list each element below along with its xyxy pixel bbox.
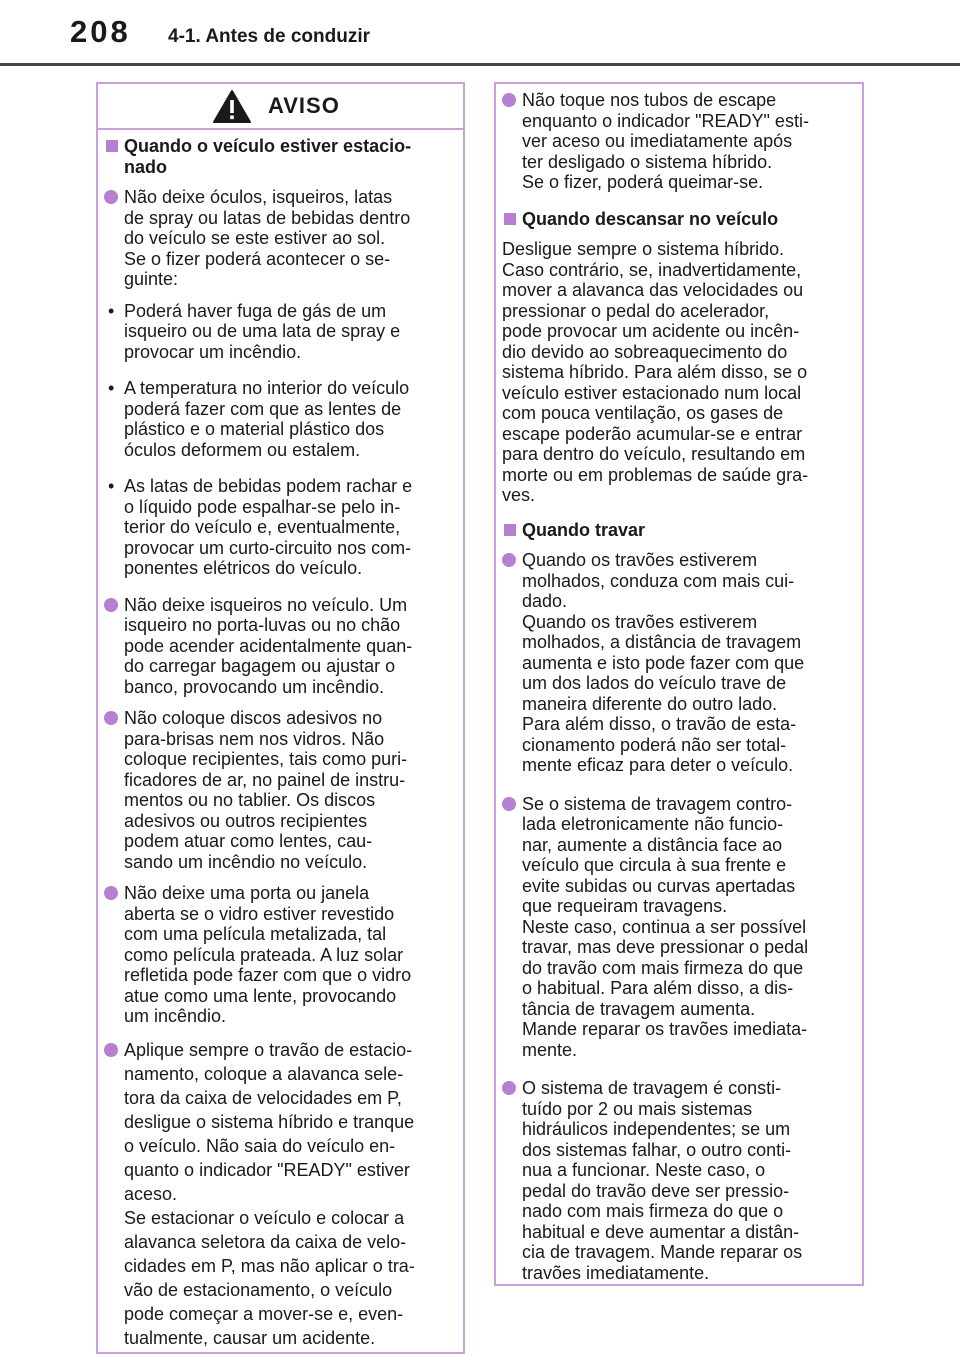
warning-box-left (96, 82, 465, 1354)
circle-bullet-icon (502, 1081, 516, 1095)
list-item (502, 90, 858, 193)
warning-header (98, 84, 463, 130)
circle-bullet-icon (104, 711, 118, 725)
sub-list-item (104, 378, 459, 460)
list-item (502, 794, 858, 1061)
dot-bullet-icon: • (108, 378, 115, 398)
list-item (502, 1078, 858, 1283)
header-rule (0, 63, 960, 66)
warning-label: AVISO (268, 93, 340, 118)
item-text: Não deixe óculos, isqueiros, latas de spray ou latas de bebidas dentro do veículo se este estiver ao sol. Se o fizer poderá acontecer o se- guinte: (124, 187, 411, 289)
warning-content-right (502, 90, 858, 1294)
section-heading (502, 520, 858, 541)
item-text: Se o sistema de travagem contro- lada eletronicamente não funcio- nar, aumente a distância face ao veículo que circula à sua frente e evite subidas ou curvas apertadas que requeiram travagens. Neste caso, continua a ser possível travar, mas deve pressionar o pedal do travão com mais firmeza do que o habitual. Para além disso, a dis- tância de travagem aumenta. Mande reparar os travões imediata- mente. (522, 793, 809, 1060)
circle-bullet-icon (502, 797, 516, 811)
item-text: Quando os travões estiverem molhados, conduza com mais cui- dado. Quando os travões estiverem molhados, a distância de travagem aumenta e isto pode fazer com que um dos lados do veículo trave de maneira diferente do outro lado. Para além disso, o travão de esta- cionamento poderá não ser total- mente eficaz para deter o veículo. (522, 550, 805, 775)
sub-list-item (104, 476, 459, 579)
square-bullet-icon (504, 524, 516, 536)
sub-list-item (104, 301, 459, 363)
section-heading (104, 136, 459, 177)
warning-triangle-icon (212, 89, 252, 124)
page-number: 208 (70, 14, 131, 49)
item-text: Aplique sempre o travão de estacio- namento, coloque a alavanca sele- tora da caixa de velocidades em P, desligue o sistema híbrido e tranque o veículo. Não saia do veículo en- quanto o indicador "READY" estiver aceso. Se estacionar o veículo e colocar a alavanca seletora da caixa de velo- cidades em P, mas não aplicar o tra- vão de estacionamento, o veículo pode começar a mover-se e, even- tualmente, causar um acidente. (124, 1039, 415, 1348)
circle-bullet-icon (104, 598, 118, 612)
dot-bullet-icon: • (108, 476, 115, 496)
circle-bullet-icon (502, 553, 516, 567)
square-bullet-icon (106, 140, 118, 152)
circle-bullet-icon (104, 190, 118, 204)
heading-text: Quando descansar no veículo (522, 208, 779, 229)
item-text: O sistema de travagem é consti- tuído por 2 ou mais sistemas hidráulicos independentes; se um dos sistemas falhar, o outro conti- nua a funcionar. Neste caso, o pedal do travão deve ser pressio- nado com mais firmeza do que o habitual e deve aumentar a distân- cia de travagem. Mande reparar os travões imediatamente. (522, 1078, 803, 1283)
list-item (502, 550, 858, 776)
item-text: Não toque nos tubos de escape enquanto o indicador "READY" esti- ver aceso ou imediatamente após ter desligado o sistema híbrido. Se o fizer, poderá queimar-se. (522, 90, 809, 192)
square-bullet-icon (504, 213, 516, 225)
circle-bullet-icon (502, 93, 516, 107)
circle-bullet-icon (104, 886, 118, 900)
circle-bullet-icon (104, 1043, 118, 1057)
paragraph (502, 239, 858, 506)
list-item (104, 708, 459, 872)
sub-item-text: A temperatura no interior do veículo poderá fazer com que as lentes de plástico e o material plástico dos óculos deformem ou estalem. (124, 378, 410, 460)
sub-item-text: Poderá haver fuga de gás de um isqueiro ou de uma lata de spray e provocar um incêndio. (124, 300, 401, 362)
list-item (104, 1038, 459, 1350)
item-text: Não coloque discos adesivos no para-brisas nem nos vidros. Não coloque recipientes, tais como puri- ficadores de ar, no painel de instru- mentos ou no tablier. Os discos adesivos ou outros recipientes podem atuar como lentes, cau- sando um incêndio no veículo. (124, 708, 408, 872)
warning-box-right (494, 82, 864, 1286)
list-item (104, 595, 459, 698)
heading-text: Quando travar (522, 519, 646, 540)
list-item (104, 187, 459, 290)
warning-content-left (104, 132, 459, 1361)
list-item (104, 883, 459, 1027)
item-text: Não deixe uma porta ou janela aberta se o vidro estiver revestido com uma película metalizada, tal como película prateada. A luz solar refletida pode fazer com que o vidro atue como uma lente, provocando um incêndio. (124, 883, 412, 1026)
sub-item-text: As latas de bebidas podem rachar e o líquido pode espalhar-se pelo in- terior do veículo e, eventualmente, provocar um curto-circuito nos com- ponentes elétricos do veículo. (124, 476, 413, 578)
paragraph-text: Desligue sempre o sistema híbrido. Caso contrário, se, inadvertidamente, mover a alavanca das velocidades ou pressionar o pedal do acelerador, pode provocar um acidente ou incên- dio devido ao sobreaquecimento do sistema híbrido. Para além disso, se o veículo estiver estacionado num local com pouca ventilação, os gases de escape poderão acumular-se e entrar para dentro do veículo, resultando em morte ou em problemas de saúde gra- ves. (502, 239, 809, 505)
section-heading (502, 209, 858, 230)
dot-bullet-icon: • (108, 300, 115, 321)
heading-text: Quando o veículo estiver estacio- nado (124, 136, 412, 177)
section-title: 4-1. Antes de conduzir (168, 26, 370, 47)
item-text: Não deixe isqueiros no veículo. Um isqueiro no porta-luvas ou no chão pode acender acidentalmente quan- do carregar bagagem ou ajustar o banco, provocando um incêndio. (124, 594, 413, 697)
page-header (0, 0, 960, 66)
